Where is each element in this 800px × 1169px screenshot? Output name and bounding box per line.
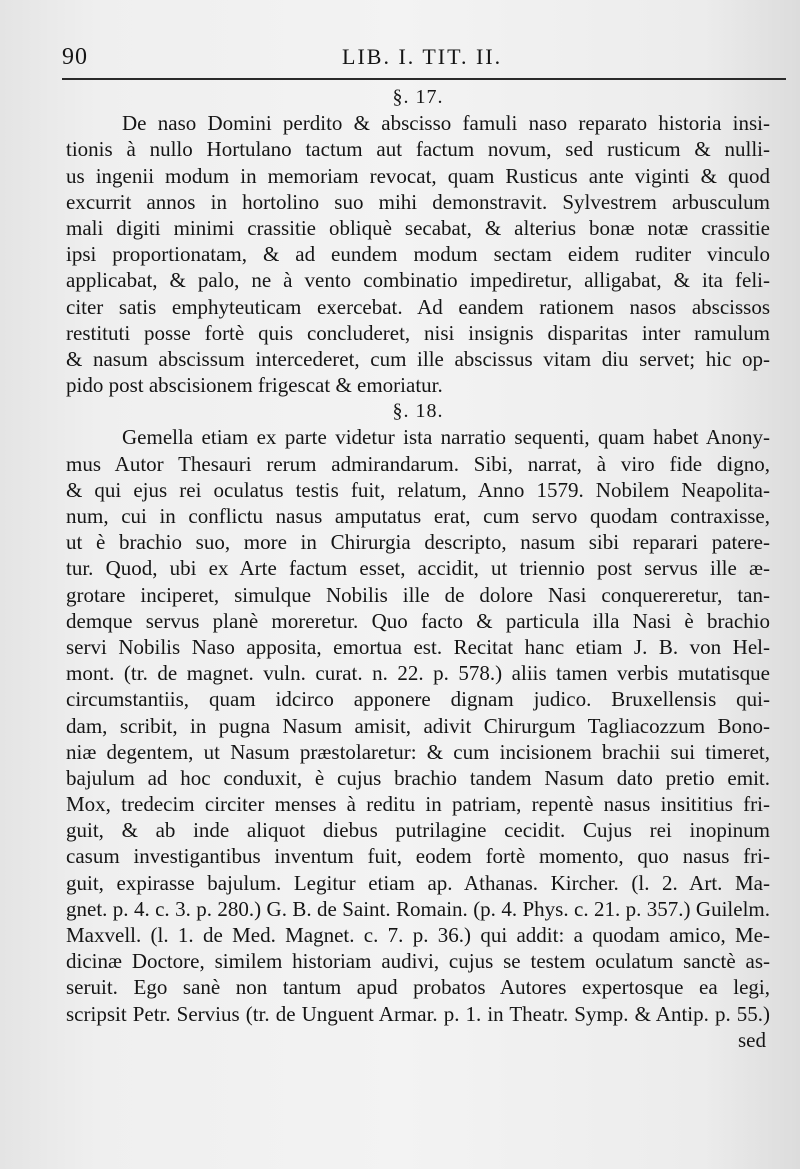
text-line: servi Nobilis Naso apposita, emortua est. Recitat hanc etiam J. B. von Hel-: [66, 634, 770, 659]
text-line: dam, scribit, in pugna Nasum amisit, adivit Chirurgum Tagliacozzum Bono-: [66, 713, 770, 738]
page-number: 90: [62, 44, 88, 70]
text-line: guit, expirasse bajulum. Legitur etiam ap. Athanas. Kircher. (l. 2. Art. Ma-: [66, 870, 770, 895]
section-18-mark: §. 18.: [392, 400, 444, 423]
text-line: & nasum abscissum intercederet, cum ille abscissus vitam diu servet; hic op-: [66, 346, 770, 371]
header-rule: [62, 78, 786, 80]
text-line: & qui ejus rei oculatus testis fuit, relatum, Anno 1579. Nobilem Neapolita-: [66, 477, 770, 502]
text-line: pido post abscisionem frigescat & emoriatur.: [66, 373, 443, 398]
text-line: Maxvell. (l. 1. de Med. Magnet. c. 7. p. 36.) qui addit: a quodam amico, Me-: [66, 923, 770, 947]
running-head: [62, 44, 786, 78]
text-line: applicabat, & palo, ne à vento combinatio impediretur, alligabat, & ita feli-: [66, 268, 770, 293]
text-line: seruit. Ego sanè non tantum apud probatos Autores expertosque ea legi,: [66, 975, 770, 1000]
text-line: scripsit Petr. Servius (tr. de Unguent Armar. p. 1. in Theatr. Symp. & Antip. p. 55.): [66, 1001, 770, 1026]
text-line: mali digiti minimi crassitie obliquè secabat, & alterius bonæ notæ crassitie: [66, 215, 770, 240]
text-line: Gemella etiam ex parte videtur ista narratio sequenti, quam habet Anony-: [122, 425, 770, 450]
text-line: De naso Domini perdito & abscisso famuli naso reparato historia insi-: [122, 111, 770, 136]
body-text: [66, 84, 770, 1053]
text-line: bajulum ad hoc conduxit, è cujus brachio tandem Nasum dato pretio emit.: [66, 765, 770, 790]
text-line: niæ degentem, ut Nasum præstolaretur: & cum incisionem brachii sui timeret,: [66, 739, 770, 764]
text-line: mus Autor Thesauri rerum admirandarum. Sibi, narrat, à viro fide digno,: [66, 451, 770, 476]
text-line: ipsi proportionatam, & ad eundem modum sectam eidem ruditer vinculo: [66, 242, 770, 267]
text-line: tionis à nullo Hortulano tactum aut factum novum, sed rusticum & nulli-: [66, 137, 770, 162]
text-line: us ingenii modum in memoriam revocat, quam Rusticus ante viginti & quod: [66, 163, 770, 188]
text-line: num, cui in conflictu nasus amputatus erat, cum servo quodam contraxisse,: [66, 504, 770, 528]
text-line: casum investigantibus inventum fuit, eodem fortè momento, quo nasus fri-: [66, 844, 770, 869]
text-line: grotare inciperet, simulque Nobilis ille de dolore Nasi conquereretur, tan-: [66, 582, 770, 607]
text-line: dicinæ Doctore, similem historiam audivi, cujus se testem oculatum sanctè as-: [66, 949, 770, 974]
text-line: ut è brachio suo, more in Chirurgia descripto, nasum sibi reparari patere-: [66, 530, 770, 555]
text-line: restituti posse fortè quis concluderet, nisi insignis disparitas inter ramulum: [66, 320, 770, 345]
text-line: Mox, tredecim circiter menses à reditu in patriam, repentè nasus insititius fri-: [66, 792, 770, 817]
text-line: citer satis emphyteuticam exercebat. Ad eandem rationem nasos abscissos: [66, 294, 770, 319]
text-line: demque servus planè moreretur. Quo facto & particula illa Nasi è brachio: [66, 608, 770, 633]
text-line: tur. Quod, ubi ex Arte factum esset, accidit, ut triennio post servus ille æ-: [66, 556, 770, 581]
text-line: circumstantiis, quam idcirco apponere dignam judico. Bruxellensis qui-: [66, 687, 770, 712]
text-line: excurrit annos in hortolino suo mihi demonstravit. Sylvestrem arbusculum: [66, 189, 770, 214]
text-line: guit, & ab inde aliquot diebus putrilagine cecidit. Cujus rei inopinum: [66, 818, 770, 843]
running-title: LIB. I. TIT. II.: [342, 44, 503, 69]
section-17-mark: §. 17.: [392, 86, 444, 108]
catchword: sed: [738, 1027, 766, 1052]
text-line: gnet. p. 4. c. 3. p. 280.) G. B. de Saint. Romain. (p. 4. Phys. c. 21. p. 357.) Guilelm.: [66, 896, 770, 921]
text-line: mont. (tr. de magnet. vuln. curat. n. 22. p. 578.) aliis tamen verbis mutatisque: [66, 661, 770, 686]
